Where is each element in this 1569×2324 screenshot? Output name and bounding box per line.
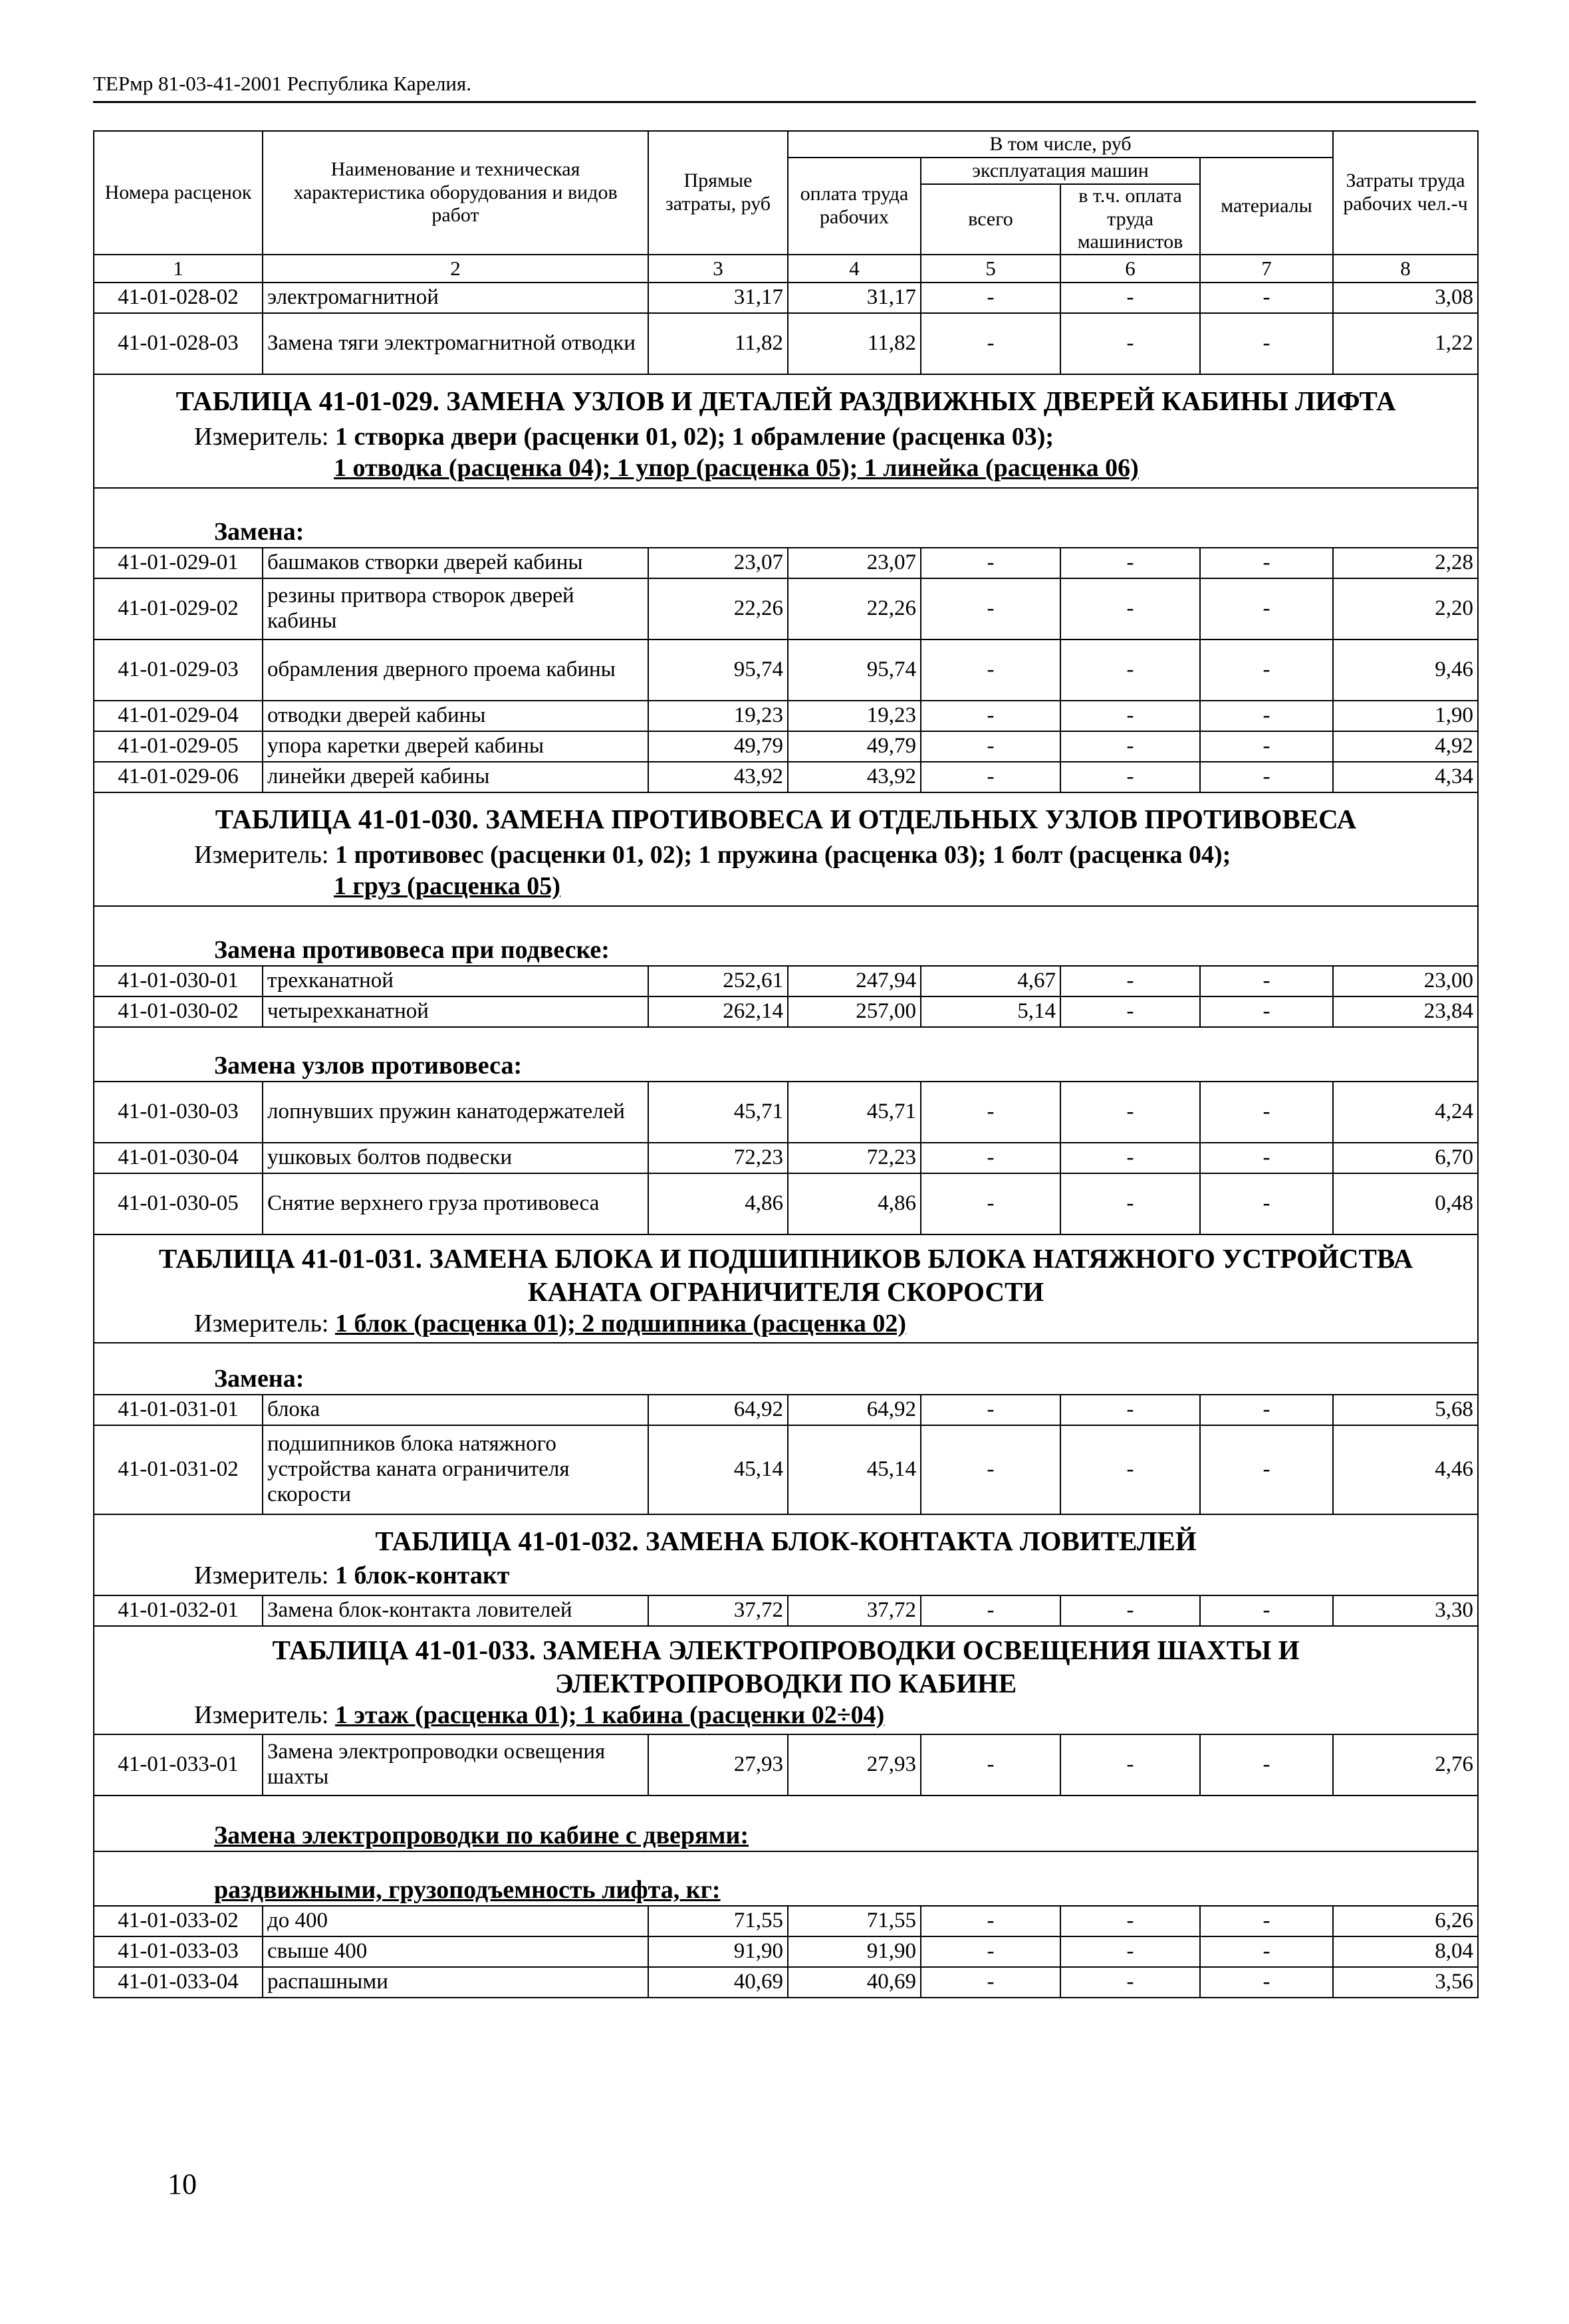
machine-cost-cell: - — [921, 313, 1060, 374]
work-name-cell: до 400 — [263, 1906, 648, 1936]
machine-cost-cell: - — [921, 731, 1060, 762]
labor-cost-cell: 91,90 — [788, 1936, 921, 1967]
col-name-header: Наименование и техническая характеристика оборудования и видов работ — [263, 131, 648, 255]
materials-cost-cell: - — [1200, 1173, 1333, 1234]
subsection-row — [94, 906, 1478, 966]
labor-hours-cell: 0,48 — [1333, 1173, 1478, 1234]
measure-row — [94, 1308, 1478, 1343]
work-name-cell: ушковых болтов подвески — [263, 1143, 648, 1173]
machine-cost-cell: - — [921, 1906, 1060, 1936]
table-row — [94, 1936, 1478, 1967]
machinist-cost-cell: - — [1060, 966, 1200, 996]
labor-hours-cell: 4,24 — [1333, 1082, 1478, 1143]
work-name-cell: упора каретки дверей кабины — [263, 731, 648, 762]
machinist-cost-cell: - — [1060, 1425, 1200, 1514]
col-num: 6 — [1060, 255, 1200, 283]
labor-cost-cell: 95,74 — [788, 639, 921, 701]
subsection-title-text: раздвижными, грузоподъемность лифта, кг: — [214, 1876, 721, 1905]
machine-cost-cell: - — [921, 1395, 1060, 1425]
section-title: ТАБЛИЦА 41-01-029. ЗАМЕНА УЗЛОВ И ДЕТАЛЕЙ РАЗДВИЖНЫХ ДВЕРЕЙ КАБИНЫ ЛИФТА — [94, 374, 1478, 421]
machinist-cost-cell: - — [1060, 996, 1200, 1027]
materials-cost-cell: - — [1200, 1425, 1333, 1514]
work-name-cell: Снятие верхнего груза противовеса — [263, 1173, 648, 1234]
labor-hours-cell: 4,92 — [1333, 731, 1478, 762]
column-numbers-row — [94, 255, 1478, 283]
col-machines-header: эксплуатация машин — [921, 158, 1200, 184]
direct-cost-cell: 91,90 — [648, 1936, 788, 1967]
work-name-cell: линейки дверей кабины — [263, 762, 648, 792]
col-num: 1 — [94, 255, 263, 283]
direct-cost-cell: 43,92 — [648, 762, 788, 792]
labor-cost-cell: 71,55 — [788, 1906, 921, 1936]
labor-cost-cell: 4,86 — [788, 1173, 921, 1234]
materials-cost-cell: - — [1200, 762, 1333, 792]
subsection-row — [94, 488, 1478, 548]
section-title — [94, 1234, 1478, 1308]
table-row — [94, 762, 1478, 792]
machine-cost-cell: - — [921, 762, 1060, 792]
rate-code-cell: 41-01-030-04 — [94, 1143, 263, 1173]
table-row — [94, 1082, 1478, 1143]
section-title: ТАБЛИЦА 41-01-032. ЗАМЕНА БЛОК-КОНТАКТА ЛОВИТЕЛЕЙ — [94, 1514, 1478, 1560]
subsection-row — [94, 1851, 1478, 1906]
section-title: ТАБЛИЦА 41-01-030. ЗАМЕНА ПРОТИВОВЕСА И ОТДЕЛЬНЫХ УЗЛОВ ПРОТИВОВЕСА — [94, 792, 1478, 840]
col-num: 4 — [788, 255, 921, 283]
materials-cost-cell: - — [1200, 1906, 1333, 1936]
materials-cost-cell: - — [1200, 1143, 1333, 1173]
direct-cost-cell: 22,26 — [648, 578, 788, 639]
materials-cost-cell: - — [1200, 1967, 1333, 1998]
rate-code-cell: 41-01-029-01 — [94, 548, 263, 578]
section-title-line: ТАБЛИЦА 41-01-033. ЗАМЕНА ЭЛЕКТРОПРОВОДКИ ОСВЕЩЕНИЯ ШАХТЫ И — [272, 1634, 1300, 1665]
labor-cost-cell: 11,82 — [788, 313, 921, 374]
measure-text — [94, 1700, 1478, 1735]
materials-cost-cell: - — [1200, 548, 1333, 578]
labor-hours-cell: 3,56 — [1333, 1967, 1478, 1998]
table-row — [94, 313, 1478, 374]
table-row — [94, 1395, 1478, 1425]
measure-text — [94, 840, 1478, 906]
rate-code-cell: 41-01-028-03 — [94, 313, 263, 374]
measure-label: Измеритель: — [194, 1700, 329, 1729]
rate-code-cell: 41-01-033-03 — [94, 1936, 263, 1967]
direct-cost-cell: 64,92 — [648, 1395, 788, 1425]
subsection-title-text: Замена электропроводки по кабине с дверями: — [214, 1821, 749, 1850]
work-name-cell: четырехканатной — [263, 996, 648, 1027]
machinist-cost-cell: - — [1060, 1082, 1200, 1143]
machinist-cost-cell: - — [1060, 731, 1200, 762]
labor-hours-cell: 5,68 — [1333, 1395, 1478, 1425]
machine-cost-cell: - — [921, 1143, 1060, 1173]
work-name-cell: Замена тяги электромагнитной отводки — [263, 313, 648, 374]
measure-value: 1 груз (расценка 05) — [334, 872, 560, 900]
machinist-cost-cell: - — [1060, 762, 1200, 792]
labor-hours-cell: 23,84 — [1333, 996, 1478, 1027]
subsection-row — [94, 1027, 1478, 1082]
rate-code-cell: 41-01-030-05 — [94, 1173, 263, 1234]
table-row — [94, 1967, 1478, 1998]
labor-hours-cell: 6,26 — [1333, 1906, 1478, 1936]
machinist-cost-cell: - — [1060, 1906, 1200, 1936]
rate-code-cell: 41-01-030-02 — [94, 996, 263, 1027]
measure-row — [94, 1560, 1478, 1595]
table-row — [94, 283, 1478, 313]
col-code-header: Номера расценок — [94, 131, 263, 255]
document-title: ТЕРмр 81-03-41-2001 Республика Карелия. — [93, 72, 472, 95]
direct-cost-cell: 262,14 — [648, 996, 788, 1027]
materials-cost-cell: - — [1200, 701, 1333, 731]
section-title — [94, 1626, 1478, 1700]
labor-hours-cell: 1,22 — [1333, 313, 1478, 374]
col-hours-header: Затраты труда рабочих чел.-ч — [1333, 131, 1478, 255]
direct-cost-cell: 71,55 — [648, 1906, 788, 1936]
table-row — [94, 1143, 1478, 1173]
measure-value: 1 отводка (расценка 04); 1 упор (расценка 05); 1 линейка (расценка 06) — [334, 454, 1139, 482]
labor-hours-cell: 4,34 — [1333, 762, 1478, 792]
rate-code-cell: 41-01-031-02 — [94, 1425, 263, 1514]
machine-cost-cell: - — [921, 1082, 1060, 1143]
direct-cost-cell: 72,23 — [648, 1143, 788, 1173]
subsection-title — [94, 1796, 1478, 1851]
machine-cost-cell: - — [921, 578, 1060, 639]
labor-hours-cell: 9,46 — [1333, 639, 1478, 701]
direct-cost-cell: 95,74 — [648, 639, 788, 701]
work-name-cell: резины притвора створок дверей кабины — [263, 578, 648, 639]
machine-cost-cell: - — [921, 701, 1060, 731]
materials-cost-cell: - — [1200, 1734, 1333, 1796]
work-name-cell: Замена электропроводки освещения шахты — [263, 1734, 648, 1796]
direct-cost-cell: 4,86 — [648, 1173, 788, 1234]
table-row — [94, 731, 1478, 762]
table-row — [94, 701, 1478, 731]
materials-cost-cell: - — [1200, 966, 1333, 996]
labor-hours-cell: 3,08 — [1333, 283, 1478, 313]
direct-cost-cell: 252,61 — [648, 966, 788, 996]
materials-cost-cell: - — [1200, 1936, 1333, 1967]
table-row — [94, 996, 1478, 1027]
machine-cost-cell: - — [921, 1173, 1060, 1234]
table-row — [94, 1734, 1478, 1796]
labor-cost-cell: 72,23 — [788, 1143, 921, 1173]
machine-cost-cell: - — [921, 548, 1060, 578]
work-name-cell: свыше 400 — [263, 1936, 648, 1967]
section-title-row — [94, 1514, 1478, 1560]
work-name-cell: подшипников блока натяжного устройства каната ограничителя скорости — [263, 1425, 648, 1514]
measure-text — [94, 1308, 1478, 1343]
measure-text — [94, 421, 1478, 488]
labor-hours-cell: 2,28 — [1333, 548, 1478, 578]
machinist-cost-cell: - — [1060, 1595, 1200, 1626]
rate-code-cell: 41-01-033-04 — [94, 1967, 263, 1998]
materials-cost-cell: - — [1200, 313, 1333, 374]
labor-hours-cell: 4,46 — [1333, 1425, 1478, 1514]
machine-cost-cell: - — [921, 1936, 1060, 1967]
subsection-row — [94, 1796, 1478, 1851]
direct-cost-cell: 45,14 — [648, 1425, 788, 1514]
materials-cost-cell: - — [1200, 578, 1333, 639]
measure-row — [94, 421, 1478, 488]
col-machines-total-header: всего — [921, 184, 1060, 255]
machinist-cost-cell: - — [1060, 578, 1200, 639]
work-name-cell: распашными — [263, 1967, 648, 1998]
col-num: 2 — [263, 255, 648, 283]
rate-code-cell: 41-01-028-02 — [94, 283, 263, 313]
page-header — [93, 69, 1476, 103]
measure-label: Измеритель: — [194, 840, 329, 869]
labor-cost-cell: 37,72 — [788, 1595, 921, 1626]
direct-cost-cell: 40,69 — [648, 1967, 788, 1998]
direct-cost-cell: 49,79 — [648, 731, 788, 762]
subsection-title: Замена: — [94, 1343, 1478, 1395]
table-row — [94, 548, 1478, 578]
section-title-row — [94, 1234, 1478, 1308]
machinist-cost-cell: - — [1060, 313, 1200, 374]
rate-code-cell: 41-01-031-01 — [94, 1395, 263, 1425]
col-machinists-header: в т.ч. оплата труда машинистов — [1060, 184, 1200, 255]
rate-code-cell: 41-01-030-03 — [94, 1082, 263, 1143]
measure-value: 1 блок-контакт — [335, 1562, 510, 1590]
direct-cost-cell: 37,72 — [648, 1595, 788, 1626]
machinist-cost-cell: - — [1060, 1967, 1200, 1998]
table-row — [94, 1425, 1478, 1514]
subsection-row — [94, 1343, 1478, 1395]
subsection-title: Замена противовеса при подвеске: — [94, 906, 1478, 966]
machine-cost-cell: 4,67 — [921, 966, 1060, 996]
work-name-cell: обрамления дверного проема кабины — [263, 639, 648, 701]
measure-value: 1 блок (расценка 01); 2 подшипника (расценка 02) — [335, 1309, 906, 1337]
col-num: 7 — [1200, 255, 1333, 283]
machinist-cost-cell: - — [1060, 1734, 1200, 1796]
header-row-1 — [94, 131, 1478, 158]
table-row — [94, 1906, 1478, 1936]
labor-cost-cell: 64,92 — [788, 1395, 921, 1425]
direct-cost-cell: 31,17 — [648, 283, 788, 313]
table-row — [94, 1595, 1478, 1626]
materials-cost-cell: - — [1200, 996, 1333, 1027]
labor-cost-cell: 22,26 — [788, 578, 921, 639]
machinist-cost-cell: - — [1060, 1936, 1200, 1967]
machinist-cost-cell: - — [1060, 639, 1200, 701]
labor-hours-cell: 23,00 — [1333, 966, 1478, 996]
labor-hours-cell: 6,70 — [1333, 1143, 1478, 1173]
machine-cost-cell: - — [921, 283, 1060, 313]
work-name-cell: башмаков створки дверей кабины — [263, 548, 648, 578]
page-number: 10 — [168, 2168, 197, 2200]
rates-table — [93, 130, 1479, 1998]
section-title-row — [94, 1626, 1478, 1700]
col-materials-header: материалы — [1200, 158, 1333, 255]
direct-cost-cell: 11,82 — [648, 313, 788, 374]
labor-hours-cell: 8,04 — [1333, 1936, 1478, 1967]
work-name-cell: отводки дверей кабины — [263, 701, 648, 731]
measure-value: 1 этаж (расценка 01); 1 кабина (расценки 02÷04) — [335, 1700, 885, 1729]
materials-cost-cell: - — [1200, 1595, 1333, 1626]
materials-cost-cell: - — [1200, 1082, 1333, 1143]
labor-hours-cell: 1,90 — [1333, 701, 1478, 731]
col-num: 5 — [921, 255, 1060, 283]
materials-cost-cell: - — [1200, 1395, 1333, 1425]
materials-cost-cell: - — [1200, 639, 1333, 701]
rate-code-cell: 41-01-029-03 — [94, 639, 263, 701]
machinist-cost-cell: - — [1060, 1173, 1200, 1234]
labor-cost-cell: 43,92 — [788, 762, 921, 792]
measure-text — [94, 1560, 1478, 1595]
labor-cost-cell: 45,71 — [788, 1082, 921, 1143]
measure-row — [94, 1700, 1478, 1735]
measure-label: Измеритель: — [194, 1562, 329, 1590]
section-title-line: ЭЛЕКТРОПРОВОДКИ ПО КАБИНЕ — [554, 1667, 1017, 1698]
labor-cost-cell: 40,69 — [788, 1967, 921, 1998]
machine-cost-cell: - — [921, 1595, 1060, 1626]
machinist-cost-cell: - — [1060, 548, 1200, 578]
rate-code-cell: 41-01-029-06 — [94, 762, 263, 792]
section-title-row — [94, 792, 1478, 840]
measure-value: 1 створка двери (расценки 01, 02); 1 обрамление (расценка 03); — [335, 422, 1054, 451]
table-row — [94, 639, 1478, 701]
materials-cost-cell: - — [1200, 731, 1333, 762]
col-num: 8 — [1333, 255, 1478, 283]
work-name-cell: блока — [263, 1395, 648, 1425]
labor-hours-cell: 2,76 — [1333, 1734, 1478, 1796]
labor-cost-cell: 247,94 — [788, 966, 921, 996]
direct-cost-cell: 23,07 — [648, 548, 788, 578]
rate-code-cell: 41-01-033-02 — [94, 1906, 263, 1936]
table-row — [94, 1173, 1478, 1234]
section-title-line: КАНАТА ОГРАНИЧИТЕЛЯ СКОРОСТИ — [527, 1276, 1044, 1307]
section-title-row — [94, 374, 1478, 421]
labor-cost-cell: 27,93 — [788, 1734, 921, 1796]
work-name-cell: лопнувших пружин канатодержателей — [263, 1082, 648, 1143]
col-num: 3 — [648, 255, 788, 283]
rate-code-cell: 41-01-029-02 — [94, 578, 263, 639]
machinist-cost-cell: - — [1060, 283, 1200, 313]
subsection-title: Замена: — [94, 488, 1478, 548]
machine-cost-cell: - — [921, 1734, 1060, 1796]
materials-cost-cell: - — [1200, 283, 1333, 313]
work-name-cell: трехканатной — [263, 966, 648, 996]
machine-cost-cell: - — [921, 1425, 1060, 1514]
machine-cost-cell: - — [921, 1967, 1060, 1998]
subsection-title: Замена узлов противовеса: — [94, 1027, 1478, 1082]
measure-label: Измеритель: — [194, 422, 329, 451]
col-labor-header: оплата труда рабочих — [788, 158, 921, 255]
machinist-cost-cell: - — [1060, 1395, 1200, 1425]
direct-cost-cell: 27,93 — [648, 1734, 788, 1796]
rate-code-cell: 41-01-029-05 — [94, 731, 263, 762]
work-name-cell: Замена блок-контакта ловителей — [263, 1595, 648, 1626]
direct-cost-cell: 45,71 — [648, 1082, 788, 1143]
labor-hours-cell: 2,20 — [1333, 578, 1478, 639]
rate-code-cell: 41-01-029-04 — [94, 701, 263, 731]
col-incl-header: В том числе, руб — [788, 131, 1333, 158]
machine-cost-cell: - — [921, 639, 1060, 701]
table-row — [94, 578, 1478, 639]
direct-cost-cell: 19,23 — [648, 701, 788, 731]
labor-cost-cell: 31,17 — [788, 283, 921, 313]
labor-cost-cell: 23,07 — [788, 548, 921, 578]
labor-hours-cell: 3,30 — [1333, 1595, 1478, 1626]
machinist-cost-cell: - — [1060, 1143, 1200, 1173]
section-title-line: ТАБЛИЦА 41-01-031. ЗАМЕНА БЛОКА И ПОДШИПНИКОВ БЛОКА НАТЯЖНОГО УСТРОЙСТВА — [158, 1242, 1413, 1274]
measure-value: 1 противовес (расценки 01, 02); 1 пружина (расценка 03); 1 болт (расценка 04); — [335, 840, 1231, 869]
rate-code-cell: 41-01-033-01 — [94, 1734, 263, 1796]
col-direct-header: Прямые затраты, руб — [648, 131, 788, 255]
subsection-title — [94, 1851, 1478, 1906]
machinist-cost-cell: - — [1060, 701, 1200, 731]
labor-cost-cell: 45,14 — [788, 1425, 921, 1514]
measure-row — [94, 840, 1478, 906]
machine-cost-cell: 5,14 — [921, 996, 1060, 1027]
measure-label: Измеритель: — [194, 1309, 329, 1337]
labor-cost-cell: 19,23 — [788, 701, 921, 731]
labor-cost-cell: 49,79 — [788, 731, 921, 762]
labor-cost-cell: 257,00 — [788, 996, 921, 1027]
table-row — [94, 966, 1478, 996]
work-name-cell: электромагнитной — [263, 283, 648, 313]
rate-code-cell: 41-01-032-01 — [94, 1595, 263, 1626]
rate-code-cell: 41-01-030-01 — [94, 966, 263, 996]
